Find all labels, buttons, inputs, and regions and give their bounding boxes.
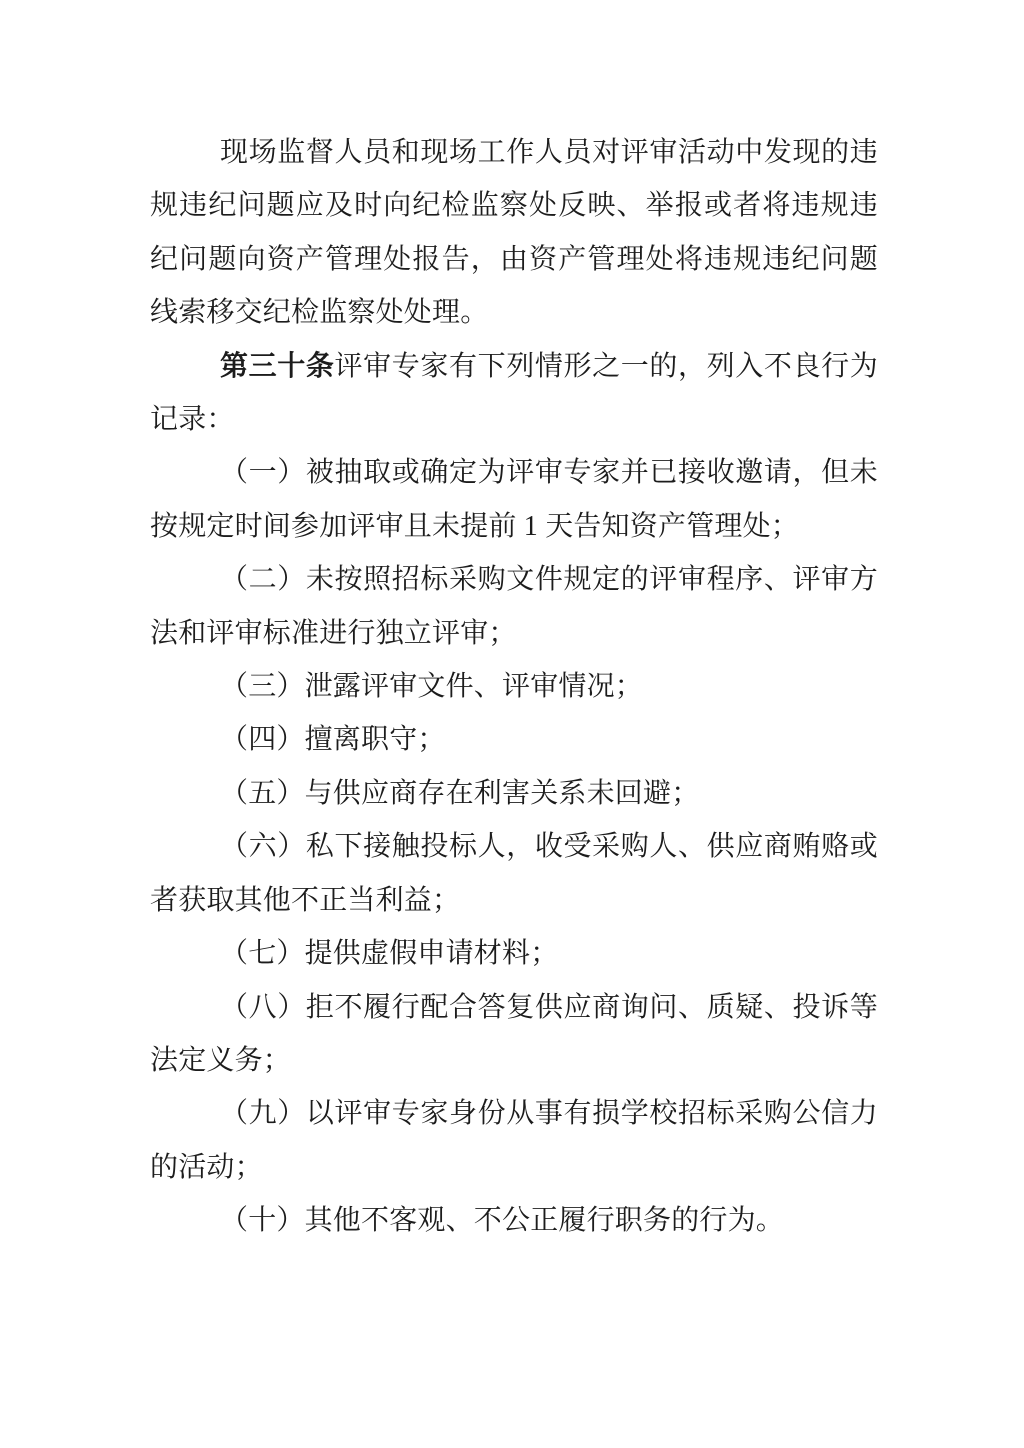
article-item-6: （六）私下接触投标人，收受采购人、供应商贿赂或者获取其他不正当利益； xyxy=(150,831,878,916)
article-item-5: （五）与供应商存在利害关系未回避； xyxy=(220,777,700,809)
article-item-7: （七）提供虚假申请材料； xyxy=(220,938,559,970)
article-item-4: （四）擅离职守； xyxy=(220,724,446,756)
article-item-9: （九）以评审专家身份从事有损学校招标采购公信力的活动； xyxy=(150,1098,878,1183)
article-number: 第三十条 xyxy=(220,350,335,382)
article-item-8: （八）拒不履行配合答复供应商询问、质疑、投诉等法定义务； xyxy=(150,991,878,1076)
paragraph-supervision-reporting: 现场监督人员和现场工作人员对评审活动中发现的违规违纪问题应及时向纪检监察处反映、举报或者将违规违纪问题向资产管理处报告，由资产管理处将违规违纪问题线索移交纪检监察处处理。 xyxy=(150,137,878,329)
article-item-1: （一）被抽取或确定为评审专家并已接收邀请，但未按规定时间参加评审且未提前 1 天告知资产管理处； xyxy=(150,457,878,542)
article-item-3: （三）泄露评审文件、评审情况； xyxy=(220,671,644,703)
article-item-2: （二）未按照招标采购文件规定的评审程序、评审方法和评审标准进行独立评审； xyxy=(150,564,878,649)
article-item-10: （十）其他不客观、不公正履行职务的行为。 xyxy=(220,1205,785,1237)
article-30-lead-paragraph xyxy=(150,340,878,447)
article-lead-text: 评审专家有下列情形之一的，列入不良行为记录： xyxy=(150,350,878,436)
